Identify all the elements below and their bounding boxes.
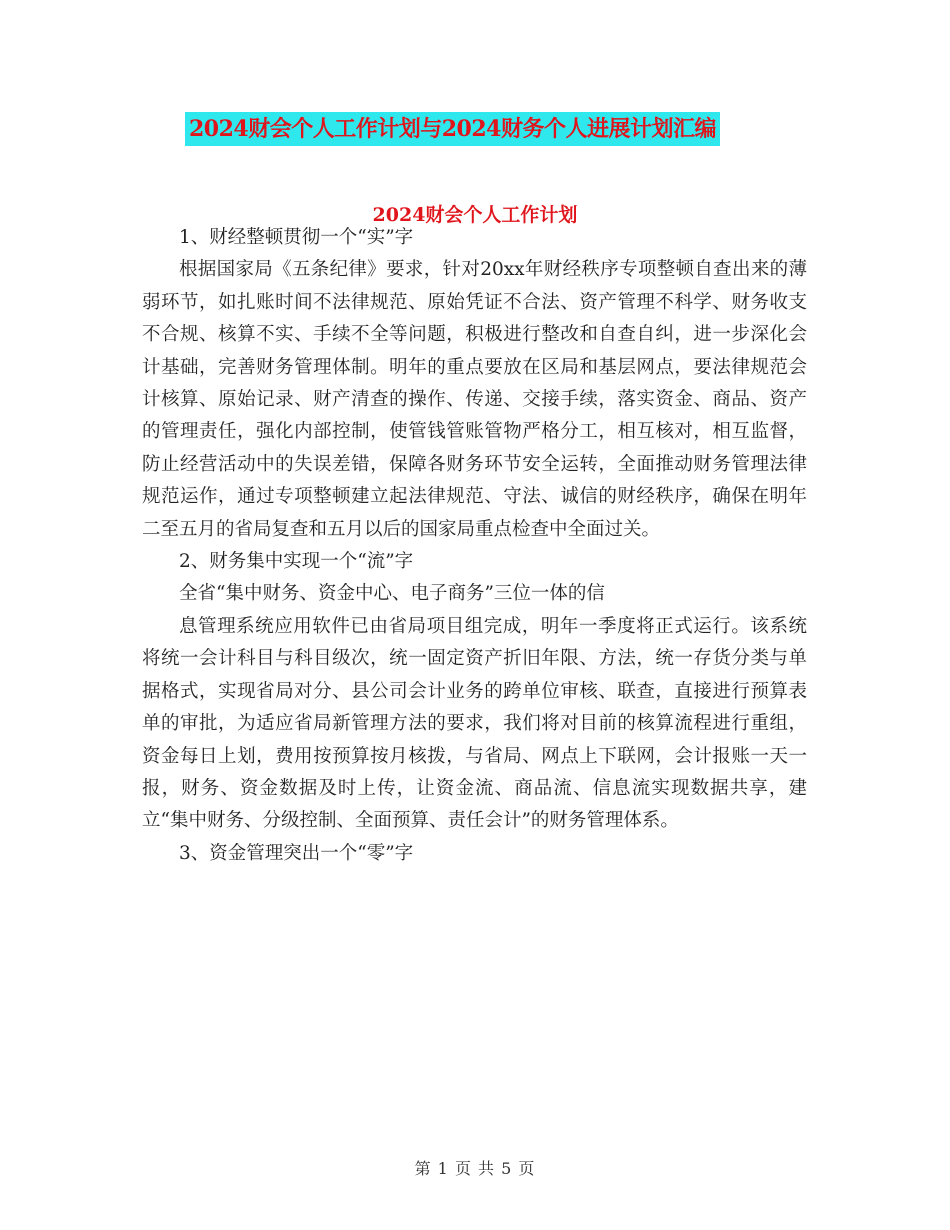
- paragraph-2b: 息管理系统应用软件已由省局项目组完成，明年一季度将正式运行。该系统将统一会计科目与科目级次，统一固定资产折旧年限、方法，统一存货分类与单据格式，实现省局对分、县公司会计业务的跨单位审核、联查，直接进行预算表单的审批，为适应省局新管理方法的要求，我们将对目前的核算流程进行重组，资金每日上划，费用按预算按月核拨，与省局、网点上下联网，会计报账一天一报，财务、资金数据及时上传，让资金流、商品流、信息流实现数据共享，建立“集中财务、分级控制、全面预算、责任会计”的财务管理体系。: [142, 615, 807, 832]
- document-main-title: 2024财会个人工作计划与2024财务个人进展计划汇编: [185, 112, 720, 146]
- paragraph-1: 根据国家局《五条纪律》要求，针对20xx年财经秩序专项整顿自查出来的薄弱环节，如扎账时间不法律规范、原始凭证不合法、资产管理不科学、财务收支不合规、核算不实、手续不全等问题，积极进行整改和自查自纠，进一步深化会计基础，完善财务管理体制。明年的重点要放在区局和基层网点，要法律规范会计核算、原始记录、财产清查的操作、传递、交接手续，落实资金、商品、资产的管理责任，强化内部控制，使管钱管账管物严格分工，相互核对，相互监督，防止经营活动中的失误差错，保障各财务环节安全运转，全面推动财务管理法律规范运作，通过专项整顿建立起法律规范、守法、诚信的财经秩序，确保在明年二至五月的省局复查和五月以后的国家局重点检查中全面过关。: [142, 259, 807, 540]
- paragraph-2a: 全省“集中财务、资金中心、电子商务”三位一体的信: [179, 583, 605, 605]
- paragraph-heading-2: 2、财务集中实现一个“流”字: [179, 551, 414, 573]
- paragraph-heading-3: 3、资金管理突出一个“零”字: [179, 842, 414, 864]
- page-footer: 第 1 页 共 5 页: [414, 1159, 536, 1178]
- document-body: [142, 222, 807, 870]
- paragraph-heading-1: 1、财经整顿贯彻一个“实”字: [179, 227, 414, 248]
- section-title: 2024财会个人工作计划: [372, 204, 578, 226]
